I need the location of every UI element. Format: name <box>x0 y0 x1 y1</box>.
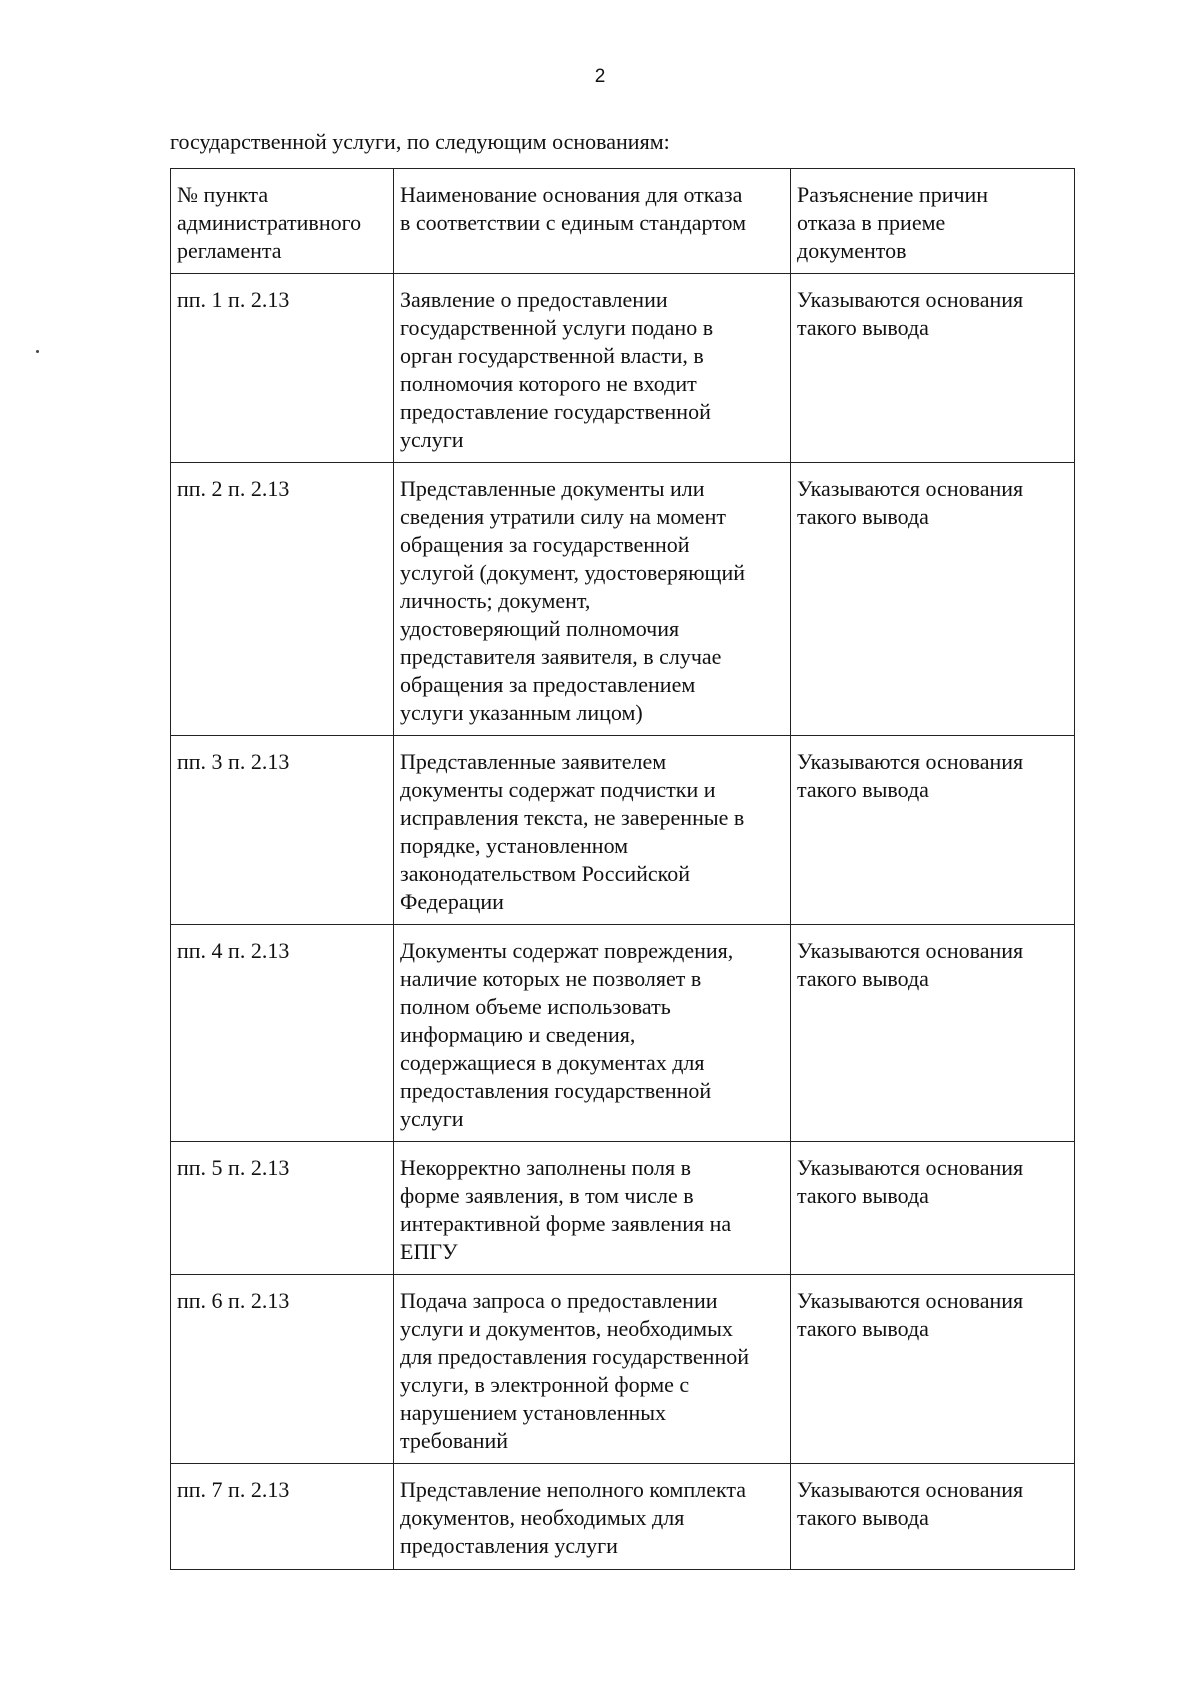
row-explanation: Указываются основания такого вывода <box>791 463 1075 736</box>
row-reason: Подача запроса о предоставлении услуги и документов, необходимых для предоставления государственной услуги, в электронной форме с нарушением установленных требований <box>394 1275 791 1464</box>
row-explanation: Указываются основания такого вывода <box>791 1142 1075 1275</box>
row-explanation: Указываются основания такого вывода <box>791 1464 1075 1570</box>
row-reason: Представленные документы или сведения утратили силу на момент обращения за государственной услугой (документ, удостоверяющий личность; документ, удостоверяющий полномочия представителя заявителя, в случае обращения за предоставлением услуги указанным лицом) <box>394 463 791 736</box>
row-item-number: пп. 1 п. 2.13 <box>171 274 394 463</box>
row-reason: Представление неполного комплекта документов, необходимых для предоставления услуги <box>394 1464 791 1570</box>
table-row <box>171 274 1075 463</box>
row-explanation: Указываются основания такого вывода <box>791 274 1075 463</box>
table-row <box>171 1275 1075 1464</box>
header-reason: Наименование основания для отказа в соответствии с единым стандартом <box>394 169 791 274</box>
row-explanation: Указываются основания такого вывода <box>791 1275 1075 1464</box>
page-number: 2 <box>594 66 606 87</box>
row-reason: Некорректно заполнены поля в форме заявления, в том числе в интерактивной форме заявления на ЕПГУ <box>394 1142 791 1275</box>
row-item-number: пп. 6 п. 2.13 <box>171 1275 394 1464</box>
header-explanation: Разъяснение причин отказа в приеме документов <box>791 169 1075 274</box>
row-item-number: пп. 3 п. 2.13 <box>171 736 394 925</box>
table-row <box>171 463 1075 736</box>
row-explanation: Указываются основания такого вывода <box>791 736 1075 925</box>
row-item-number: пп. 5 п. 2.13 <box>171 1142 394 1275</box>
row-explanation: Указываются основания такого вывода <box>791 925 1075 1142</box>
table-row <box>171 1464 1075 1570</box>
row-reason: Документы содержат повреждения, наличие которых не позволяет в полном объеме использовать информацию и сведения, содержащиеся в документах для предоставления государственной услуги <box>394 925 791 1142</box>
row-reason: Заявление о предоставлении государственной услуги подано в орган государственной власти, в полномочия которого не входит предоставление государственной услуги <box>394 274 791 463</box>
table-row <box>171 1142 1075 1275</box>
table-header-row <box>171 169 1075 274</box>
row-reason: Представленные заявителем документы содержат подчистки и исправления текста, не заверенные в порядке, установленном законодательством Российской Федерации <box>394 736 791 925</box>
refusal-grounds-table <box>170 168 1075 1570</box>
row-item-number: пп. 7 п. 2.13 <box>171 1464 394 1570</box>
row-item-number: пп. 4 п. 2.13 <box>171 925 394 1142</box>
table-row <box>171 925 1075 1142</box>
row-item-number: пп. 2 п. 2.13 <box>171 463 394 736</box>
intro-text: государственной услуги, по следующим основаниям: <box>170 129 670 154</box>
header-item-number: № пункта административного регламента <box>171 169 394 274</box>
scan-speck <box>36 350 39 353</box>
table-row <box>171 736 1075 925</box>
